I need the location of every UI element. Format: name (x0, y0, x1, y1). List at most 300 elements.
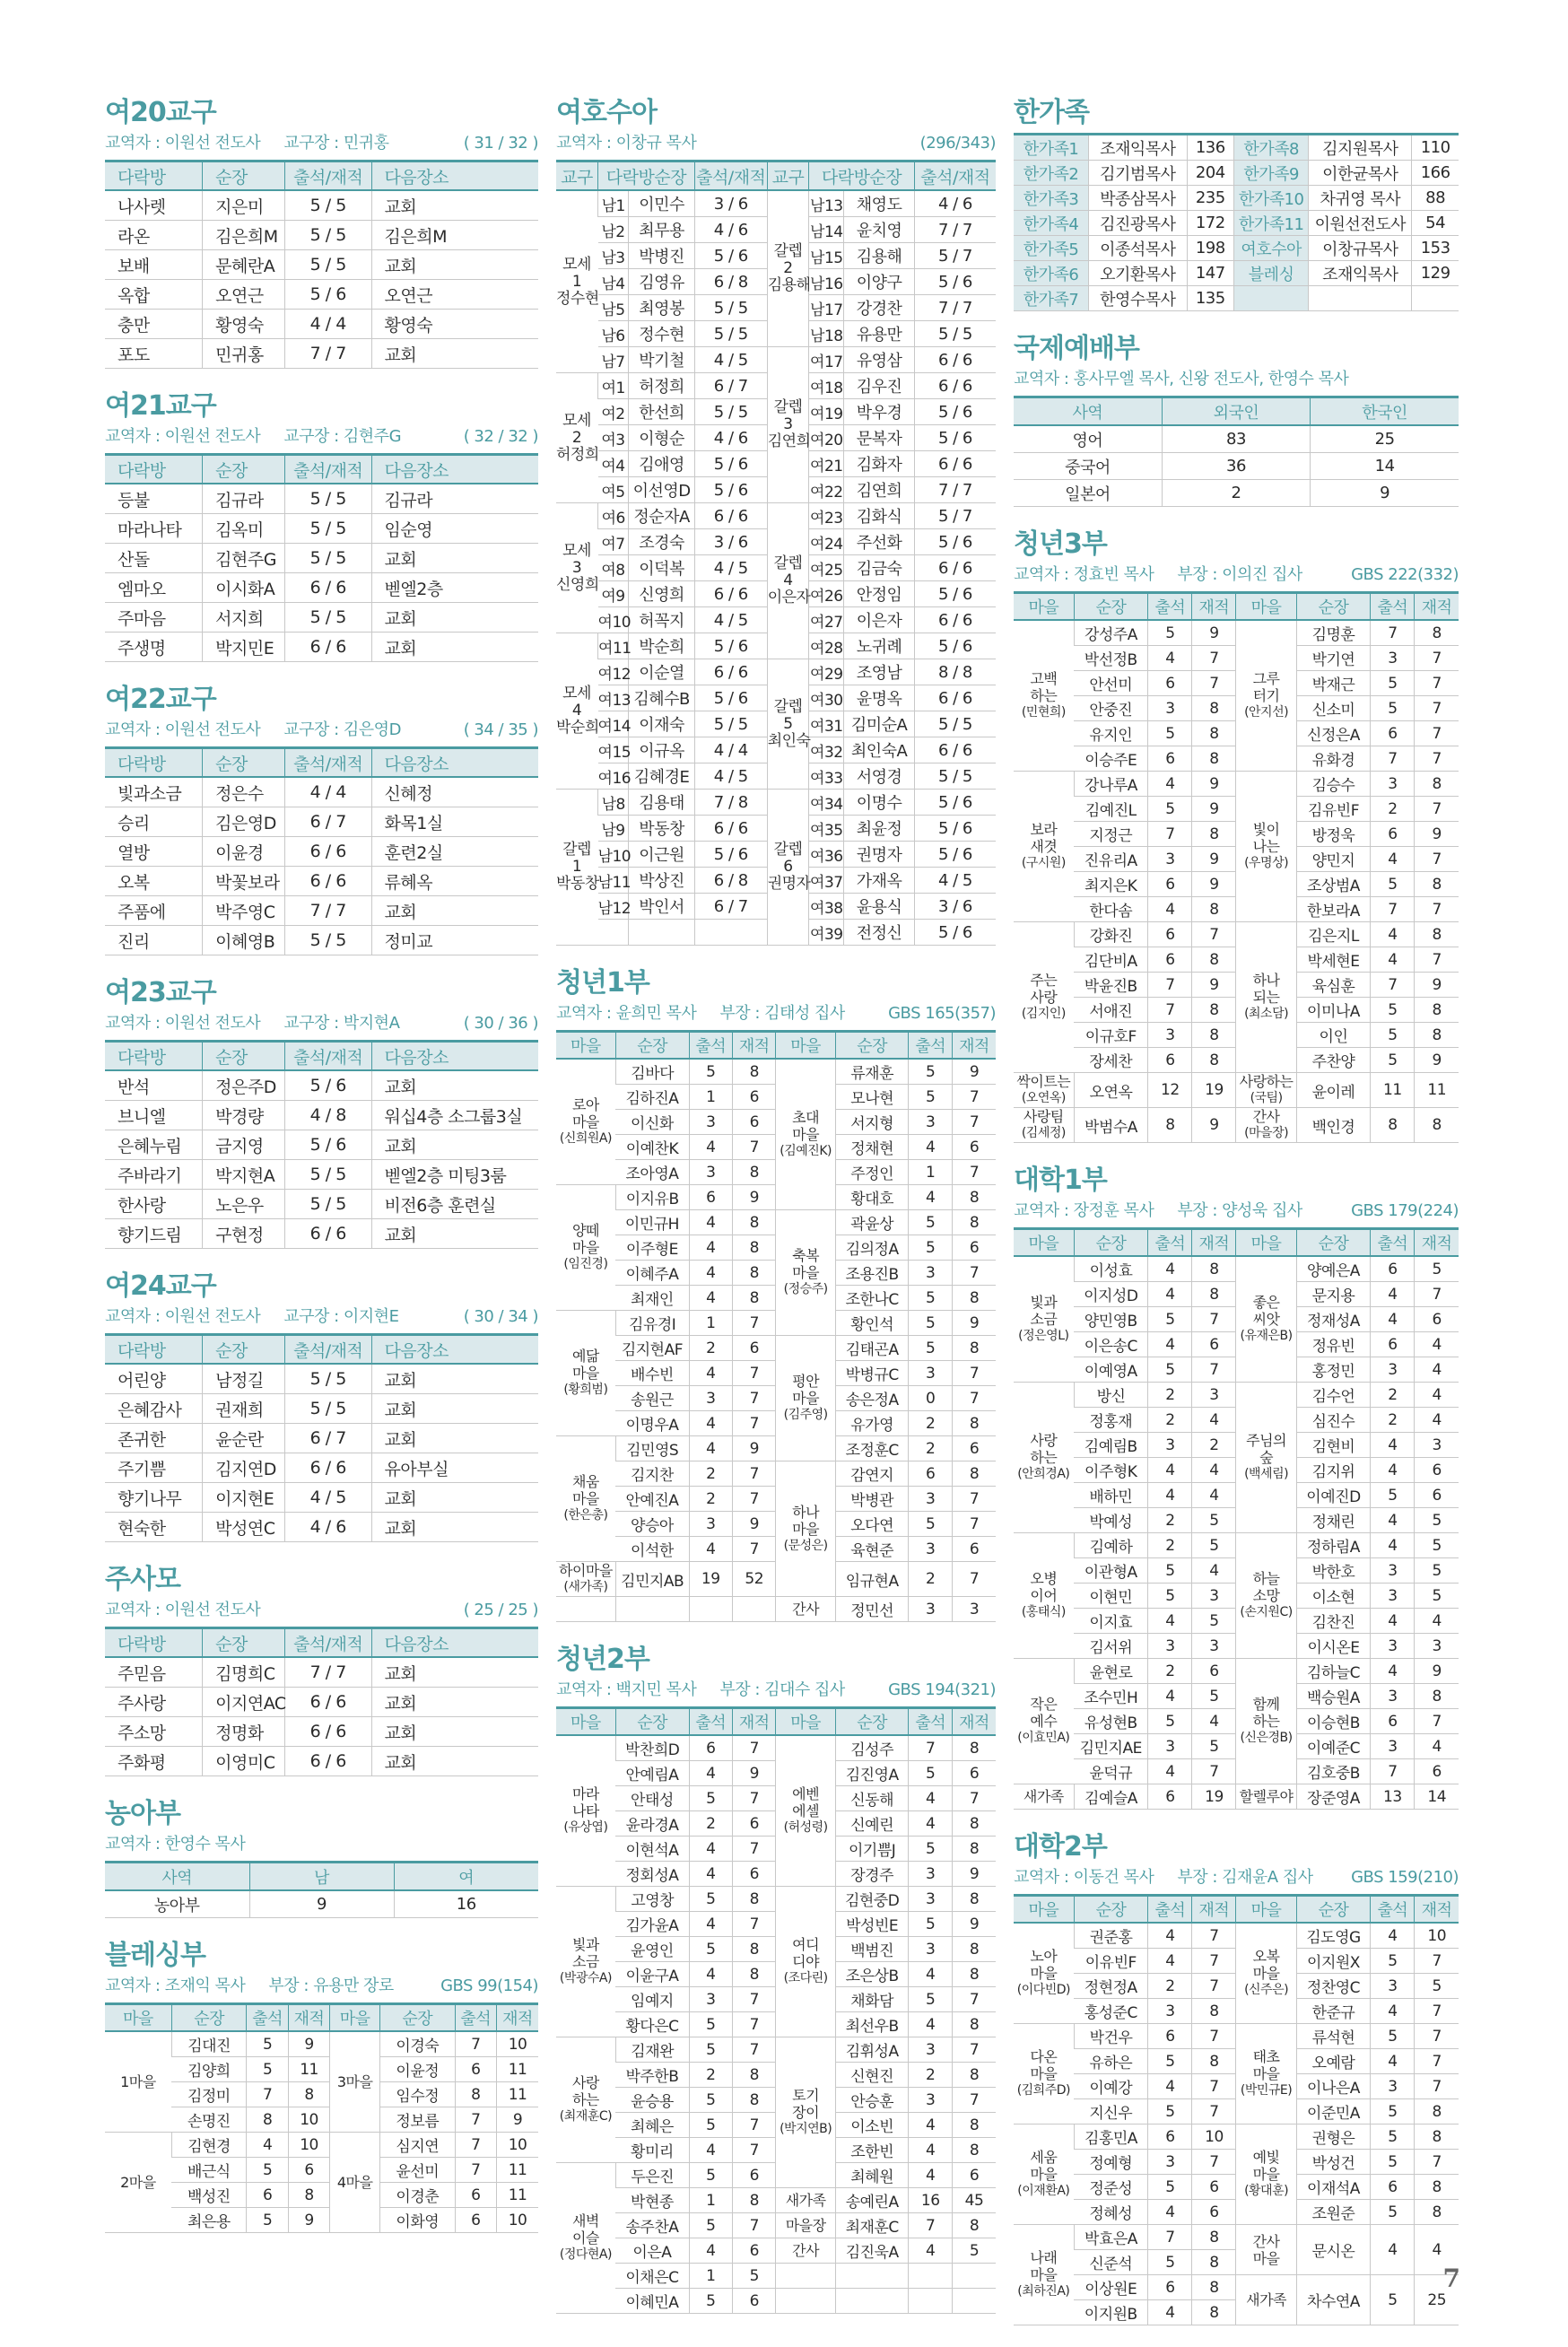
enrolled-cell: 8 (1415, 772, 1459, 797)
column-header: 교구 (556, 161, 598, 191)
village-label-line: 고백 (1030, 670, 1058, 687)
leader-cell: 정은주D (203, 1070, 285, 1101)
column-header: 출석 (689, 1708, 732, 1736)
section-header (556, 97, 996, 154)
darakbang-cell: 은혜감사 (105, 1394, 203, 1424)
enrolled-cell: 25 (1415, 2275, 1459, 2325)
enrolled-cell: 7 (732, 1386, 775, 1411)
enrolled-cell: 7 (1415, 2049, 1459, 2074)
column-header: 출석 (1148, 1896, 1192, 1924)
leader-cell: 박건우 (1074, 2024, 1148, 2049)
enrolled-cell: 4 (1415, 1734, 1459, 1759)
table-row (105, 2133, 538, 2158)
leader-cell: 이나은A (1296, 2074, 1371, 2099)
district-code-cell: 여25 (809, 555, 844, 581)
attendance-cell: 3 (1148, 1999, 1192, 2024)
village-cell (1014, 1108, 1074, 1143)
table-row (105, 2031, 538, 2057)
table-row (1014, 922, 1459, 947)
leader-cell: 양예은A (1296, 1256, 1371, 1282)
attendance-cell: 19 (689, 1562, 732, 1597)
gbs-total: GBS 222(332) (1351, 565, 1459, 584)
enrolled-cell: 4 (1192, 1483, 1236, 1508)
district-code-cell: 여18 (809, 373, 844, 399)
enrolled-cell: 7 (732, 1411, 775, 1436)
leader-cell: 박병관 (835, 1487, 909, 1512)
enrolled-cell: 8 (1415, 998, 1459, 1023)
table-row (105, 926, 538, 955)
section-title: 여24교구 (105, 1270, 216, 1302)
leader-cell: 이관형A (1074, 1558, 1148, 1584)
village-cell (1014, 772, 1074, 922)
attendance-cell: 5 / 6 (694, 451, 767, 477)
attendance-cell: 5 / 6 (914, 581, 996, 607)
section-subtitle (105, 133, 538, 154)
attendance-cell: 1 (689, 2188, 732, 2213)
village-label-line: 허정희 (556, 445, 599, 464)
enrolled-cell: 8 (1192, 696, 1236, 721)
leader-cell: 이재석A (1296, 2175, 1371, 2200)
district-code-cell: 여13 (598, 685, 629, 711)
district-code-cell: 여20 (809, 425, 844, 451)
attendance-cell: 5 / 5 (284, 1160, 371, 1190)
table-row (105, 1160, 538, 1190)
village-label-line: (신주은) (1244, 1983, 1289, 1997)
attendance-cell: 3 (1371, 1684, 1415, 1709)
enrolled-cell: 6 (952, 1235, 996, 1261)
attendance-cell: 5 / 6 (914, 920, 996, 946)
village-label-line: 하이마을 (559, 1562, 613, 1579)
attendance-cell: 4 (909, 2138, 952, 2163)
attendance-cell: 5 (1371, 2275, 1415, 2325)
leader-cell: 김민지AB (615, 1562, 689, 1597)
enrolled-cell: 8 (952, 1336, 996, 1361)
attendance-cell: 6 / 8 (694, 269, 767, 295)
page-number: 7 (1442, 2264, 1460, 2293)
district-code-cell: 남11 (598, 868, 629, 894)
next-place-cell: 화목1실 (371, 807, 538, 837)
attendance-cell: 11 (1371, 1073, 1415, 1108)
column-header: 마을 (1014, 1229, 1074, 1257)
village-label-line: 작은 (1030, 1696, 1058, 1713)
section-title: 한가족 (1014, 97, 1089, 128)
pastor-cell: 이창규목사 (1309, 236, 1412, 261)
leader-cell: 박예성 (1074, 1508, 1148, 1533)
attendance-cell: 6 / 7 (694, 894, 767, 920)
enrolled-cell: 9 (1192, 973, 1236, 998)
leader-cell: 김지연D (203, 1453, 285, 1483)
leader-cell: 이현민 (1074, 1584, 1148, 1609)
leader-cell: 이화영 (379, 2208, 455, 2233)
darakbang-cell: 등불 (105, 484, 203, 514)
enrolled-cell: 8 (1192, 1999, 1236, 2024)
district-code-cell (598, 920, 629, 946)
enrolled-cell: 7 (1415, 2074, 1459, 2099)
village-cell (1236, 1923, 1296, 2024)
family-name-cell: 블레싱 (1233, 261, 1309, 286)
attendance-cell: 6 / 6 (284, 1688, 371, 1717)
header-row (556, 1708, 996, 1736)
enrolled-cell: 8 (1415, 872, 1459, 897)
attendance-cell: 5 (247, 2057, 288, 2082)
district-code-cell: 남17 (809, 295, 844, 321)
attendance-cell: 6 (1148, 872, 1192, 897)
enrolled-cell: 7 (952, 1361, 996, 1386)
header-row (105, 455, 538, 484)
attendance-cell: 4 / 5 (694, 607, 767, 633)
darakbang-cell: 주기쁨 (105, 1453, 203, 1483)
leader-cell: 이상원E (1074, 2275, 1148, 2300)
attendance-cell: 4 (1148, 1332, 1192, 1357)
leader-cell: 윤현로 (1074, 1659, 1148, 1684)
next-place-cell: 교회 (371, 1688, 538, 1717)
attendance-cell: 5 (689, 1937, 732, 1962)
column-header: 재적 (732, 1032, 775, 1060)
enrolled-cell: 10 (1192, 2125, 1236, 2150)
attendance-cell: 4 (909, 1135, 952, 1160)
darakbang-cell: 라온 (105, 221, 203, 250)
leader-cell: 박기연 (1296, 646, 1371, 671)
enrolled-cell: 9 (952, 1912, 996, 1937)
section-subtitle (556, 133, 996, 154)
village-label-line: 마을 (1030, 2166, 1058, 2183)
darakbang-cell: 포도 (105, 339, 203, 369)
attendance-cell: 6 (689, 1735, 732, 1761)
village-label-line: (박지연B) (780, 2122, 832, 2136)
village-label-line: 박순희 (556, 719, 599, 737)
attendance-cell: 3 (909, 1261, 952, 1286)
village-label-line: 마을 (792, 1264, 820, 1281)
village-label-line: 소망 (1252, 1587, 1280, 1604)
leader-cell: 이형순 (629, 425, 695, 451)
attendance-cell: 3 (1371, 1584, 1415, 1609)
gbs-total: GBS 179(224) (1351, 1201, 1459, 1220)
enrolled-cell: 8 (1415, 1684, 1459, 1709)
column-header: 재적 (1415, 593, 1459, 621)
staff-info (1014, 564, 1302, 586)
leader-cell: 권준홍 (1074, 1923, 1148, 1949)
attendance-cell: 4 / 6 (284, 1513, 371, 1542)
section-title: 여호수아 (556, 97, 657, 128)
enrolled-cell: 7 (1415, 721, 1459, 746)
village-label-line: 사랑팀 (1023, 1108, 1064, 1125)
attendance-cell: 7 (1148, 998, 1192, 1023)
attendance-cell: 5 (1371, 1048, 1415, 1073)
leader-cell: 김금숙 (844, 555, 914, 581)
village-label-line: 숲 (1259, 1449, 1274, 1466)
table-row (1014, 236, 1459, 261)
village-cell (776, 2037, 835, 2188)
village-label-line: (구시원) (1021, 856, 1066, 870)
column-header: 외국인 (1162, 397, 1310, 426)
village-cell (1236, 2225, 1296, 2275)
attendance-cell: 6 / 7 (284, 1424, 371, 1453)
table-cell: 2 (1162, 480, 1310, 507)
attendance-cell: 7 / 7 (914, 217, 996, 243)
village-label-line: 마을 (571, 1239, 599, 1256)
district-code-cell: 여11 (598, 633, 629, 659)
table-row (105, 544, 538, 573)
table-row (1014, 1784, 1459, 1810)
enrolled-cell: 7 (952, 1110, 996, 1135)
leader-cell: 김바다 (615, 1059, 689, 1085)
column-header: 마을 (105, 2004, 171, 2032)
attendance-cell: 5 / 5 (914, 763, 996, 790)
attendance-cell: 7 (1148, 973, 1192, 998)
leader-cell: 황인석 (835, 1311, 909, 1336)
leader-cell: 오예람 (1296, 2049, 1371, 2074)
attendance-cell: 3 (909, 1862, 952, 1887)
leader-cell: 이인 (1296, 1023, 1371, 1048)
count-cell: 198 (1187, 236, 1233, 261)
table-row (556, 2264, 996, 2289)
head-label: 부장 : 유용만 장로 (268, 1976, 394, 1995)
column-header: 재적 (497, 2004, 538, 2032)
leader-cell: 정하림A (1296, 1533, 1371, 1558)
next-place-cell: 김은희M (371, 221, 538, 250)
attendance-cell: 2 (689, 1487, 732, 1512)
table-row (105, 280, 538, 310)
next-place-cell: 임순영 (371, 514, 538, 544)
next-place-cell: 교회 (371, 190, 538, 221)
next-place-cell: 교회 (371, 1717, 538, 1747)
next-place-cell: 교회 (371, 250, 538, 280)
enrolled-cell: 7 (732, 1537, 775, 1562)
table-row (1014, 161, 1459, 186)
leader-label: 교역자 : 이원선 전도사 (105, 720, 261, 739)
enrolled-cell: 4 (1192, 1408, 1236, 1433)
attendance-cell: 6 / 7 (284, 807, 371, 837)
darakbang-cell: 마라나타 (105, 514, 203, 544)
enrolled-cell: 9 (732, 1185, 775, 1210)
district-section (105, 1564, 538, 1776)
table-row (105, 1717, 538, 1747)
attendance-cell: 4 (1371, 1282, 1415, 1307)
district-code-cell: 여28 (809, 633, 844, 659)
section-header (105, 97, 538, 154)
enrolled-cell: 7 (1192, 922, 1236, 947)
enrolled-cell: 7 (732, 1786, 775, 1811)
leader-label: 교역자 : 이원선 전도사 (105, 1307, 261, 1326)
count-cell: 136 (1187, 135, 1233, 161)
attendance-cell: 5 / 6 (694, 842, 767, 868)
attendance-cell: 4 / 5 (284, 1483, 371, 1513)
enrolled-cell: 8 (1192, 721, 1236, 746)
attendance-cell: 2 (689, 1811, 732, 1837)
village-label-line: 좋은 (1252, 1294, 1280, 1311)
table-row (105, 310, 538, 339)
leader-cell: 윤명옥 (844, 685, 914, 711)
attendance-cell: 5 / 5 (284, 1190, 371, 1219)
attendance-cell: 5 (247, 2031, 288, 2057)
count-cell: 166 (1412, 161, 1459, 186)
district-code-cell: 여12 (598, 659, 629, 685)
enrolled-cell: 7 (952, 1386, 996, 1411)
attendance-cell: 4 (1371, 1458, 1415, 1483)
attendance-cell: 3 (909, 2088, 952, 2113)
leader-cell: 최윤정 (844, 816, 914, 842)
enrolled-cell: 6 (732, 1336, 775, 1361)
attendance-cell: 5 (1148, 2175, 1192, 2200)
village-label-line: 간사 (1252, 1108, 1280, 1125)
village-label-line: (안희경A) (1017, 1467, 1070, 1481)
attendance-cell: 4 (1148, 2200, 1192, 2225)
village-label-line: 갈렙 (773, 242, 803, 260)
enrolled-cell: 7 (1415, 646, 1459, 671)
village-label-line: 노아 (1030, 1948, 1058, 1965)
section-header (1014, 1831, 1459, 1889)
village-label-line: 터기 (1252, 687, 1280, 704)
count-cell: 235 (1187, 186, 1233, 211)
district-section (105, 1270, 538, 1542)
enrolled-cell: 6 (952, 2163, 996, 2188)
leader-cell: 심진수 (1296, 1408, 1371, 1433)
table-row (1014, 1108, 1459, 1143)
leader-cell: 김우진 (844, 373, 914, 399)
enrolled-cell: 8 (1192, 1282, 1236, 1307)
next-place-cell: 신혜정 (371, 777, 538, 807)
leader-cell: 전정신 (844, 920, 914, 946)
attendance-cell: 4 (689, 1436, 732, 1461)
leader-cell: 김수언 (1296, 1383, 1371, 1408)
next-place-cell: 교회 (371, 1364, 538, 1394)
leader-cell: 구현정 (203, 1219, 285, 1249)
attendance-cell: 3 (1371, 1734, 1415, 1759)
head-label: 부장 : 이의진 집사 (1177, 565, 1302, 584)
leader-cell: 최무용 (629, 217, 695, 243)
attendance-cell: 4 (1148, 1483, 1192, 1508)
enrolled-cell: 6 (732, 2163, 775, 2188)
leader-cell: 이유빈F (1074, 1949, 1148, 1974)
leader-cell: 김하늘C (1296, 1659, 1371, 1684)
enrolled-cell: 5 (1415, 1584, 1459, 1609)
section-title: 여20교구 (105, 97, 216, 128)
attendance-cell: 5 (909, 1336, 952, 1361)
enrolled-cell: 7 (1192, 671, 1236, 696)
leader-cell: 이민규H (615, 1210, 689, 1235)
table-row (105, 1364, 538, 1394)
attendance-cell: 5 / 5 (284, 1364, 371, 1394)
village-label-line: (정승주) (783, 1282, 828, 1296)
attendance-total: ( 30 / 36 ) (463, 1014, 538, 1033)
village-cell (776, 2238, 835, 2264)
column-header: 재적 (952, 1708, 996, 1736)
section-subtitle (105, 1976, 538, 1997)
enrolled-cell: 6 (1415, 1307, 1459, 1332)
section-subtitle (1014, 564, 1459, 586)
attendance-cell: 5 (909, 1311, 952, 1336)
column-header: 순장 (1074, 1896, 1148, 1924)
darakbang-cell: 브니엘 (105, 1101, 203, 1130)
enrolled-cell: 9 (732, 1436, 775, 1461)
table-row (105, 633, 538, 662)
column-header: 순장 (203, 455, 285, 484)
deaf-ministry-section (105, 1798, 538, 1918)
head-label: 교구장 : 김은영D (283, 720, 401, 739)
village-label-line: 초대 (792, 1109, 820, 1126)
attendance-cell: 5 (1371, 671, 1415, 696)
leader-cell: 김성주 (835, 1735, 909, 1761)
enrolled-cell: 3 (1415, 1634, 1459, 1659)
village-label-line: 채움 (571, 1473, 599, 1490)
attendance-cell: 2 (1371, 1383, 1415, 1408)
attendance-cell: 7 (1371, 620, 1415, 646)
leader-cell: 심지연 (379, 2133, 455, 2158)
attendance-cell: 4 (1148, 1684, 1192, 1709)
column-header: 다음장소 (371, 455, 538, 484)
attendance-cell: 5 / 6 (694, 243, 767, 269)
village-label-line: 보라 (1030, 821, 1058, 838)
attendance-cell: 3 / 6 (694, 190, 767, 217)
enrolled-cell: 9 (1415, 822, 1459, 847)
attendance-cell: 8 (455, 2082, 496, 2107)
district-code-cell: 여35 (809, 816, 844, 842)
village-table (556, 1030, 996, 1622)
table-row (105, 867, 538, 896)
district-code-cell: 여4 (598, 451, 629, 477)
enrolled-cell: 8 (952, 1837, 996, 1862)
attendance-cell: 4 (689, 2238, 732, 2264)
leader-cell: 최재인 (615, 1286, 689, 1311)
leader-cell: 정회성A (615, 1862, 689, 1887)
column-header: 사역 (105, 1863, 249, 1891)
table-row (1014, 186, 1459, 211)
enrolled-cell: 7 (952, 2037, 996, 2063)
next-place-cell: 벧엘2층 (371, 573, 538, 603)
village-cell (776, 1059, 835, 1210)
village-label-line: 새가족 (1246, 2291, 1286, 2308)
attendance-cell: 5 (1371, 1949, 1415, 1974)
attendance-cell: 5 (689, 2289, 732, 2314)
attendance-cell: 4 (689, 2138, 732, 2163)
family-name-cell: 여호수아 (1233, 236, 1309, 261)
enrolled-cell: 3 (1192, 1634, 1236, 1659)
staff-info (105, 1834, 245, 1855)
attendance-cell: 5 (1148, 1584, 1192, 1609)
village-label-line: 에벤 (792, 1785, 820, 1802)
enrolled-cell: 8 (952, 1735, 996, 1761)
enrolled-cell: 7 (1192, 1357, 1236, 1383)
pastor-cell: 차귀영 목사 (1309, 186, 1412, 211)
attendance-total: ( 31 / 32 ) (463, 134, 538, 153)
leader-cell: 송주찬A (615, 2213, 689, 2238)
village-cell (1236, 1383, 1296, 1533)
village-label-line: 마을 (1030, 2065, 1058, 2082)
family-name-cell: 한가족8 (1233, 135, 1309, 161)
attendance-cell: 3 (909, 1887, 952, 1912)
column-header: 출석/재적 (284, 161, 371, 191)
enrolled-cell: 4 (1192, 1558, 1236, 1584)
enrolled-cell: 8 (952, 1461, 996, 1487)
attendance-cell: 6 / 8 (694, 868, 767, 894)
district-code-cell: 여6 (598, 503, 629, 529)
attendance-cell: 3 (689, 1386, 732, 1411)
staff-info (105, 133, 389, 154)
enrolled-cell: 7 (732, 1361, 775, 1386)
header-row (556, 1032, 996, 1060)
attendance-cell: 5 / 7 (914, 243, 996, 269)
leader-cell: 양민영B (1074, 1307, 1148, 1332)
village-label-line: 새겻 (1030, 838, 1058, 855)
column-header: 재적 (288, 2004, 329, 2032)
summary-table (105, 1861, 538, 1918)
village-cell (105, 2133, 171, 2233)
attendance-cell: 5 (909, 1210, 952, 1235)
attendance-cell: 6 / 6 (694, 659, 767, 685)
leader-cell: 방정욱 (1296, 822, 1371, 847)
leader-cell: 박성빈E (835, 1912, 909, 1937)
head-label: 교구장 : 민귀홍 (283, 134, 389, 153)
